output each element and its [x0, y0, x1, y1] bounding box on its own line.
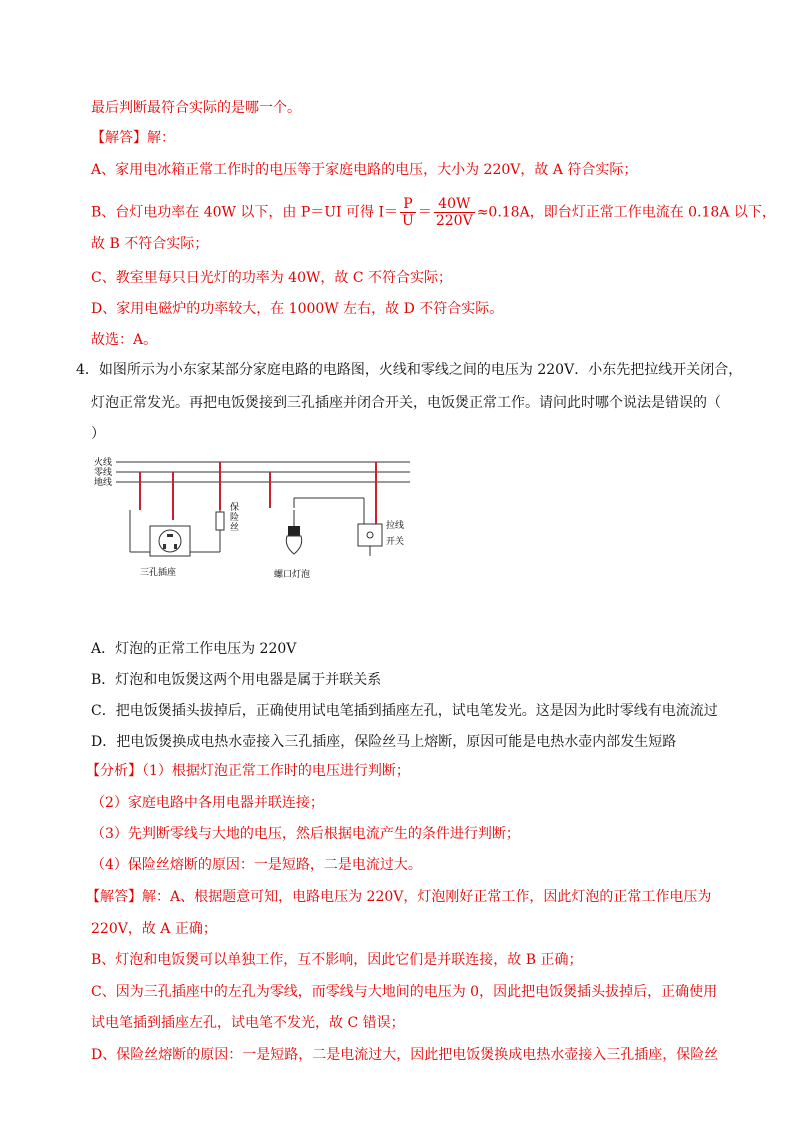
frac1-num: P — [400, 196, 416, 213]
opt-b-eq: ＝ — [417, 204, 432, 221]
answer-line-b: B、灯泡和电饭煲可以单独工作，互不影响，因此它们是并联连接，故 B 正确； — [91, 952, 583, 968]
answer-tag: 【解答】 — [91, 130, 147, 146]
question-line-2: 灯泡正常发光。再把电饭煲接到三孔插座并闭合开关，电饭煲正常工作。请问此时哪个说法是错误的（ — [91, 395, 721, 411]
option-a: A．灯泡的正常工作电压为 220V — [91, 641, 297, 657]
bulb-glass — [286, 536, 301, 554]
question-line-1 — [76, 360, 742, 380]
frac2-den: 220V — [435, 213, 473, 229]
circuit-diagram — [88, 450, 428, 590]
prev-conclusion: 故选：A。 — [91, 332, 158, 348]
answer-line-d1: D、保险丝熔断的原因：一是短路，二是电流过大，因此把电饭煲换成电热水壶接入三孔插座，保险丝 — [91, 1047, 719, 1063]
analysis-line-4: （4）保险丝熔断的原因：一是短路，二是电流过大。 — [91, 857, 422, 873]
analysis-line-3: （3）先判断零线与大地的电压，然后根据电流产生的条件进行判断； — [91, 826, 520, 842]
wire-label-ground: 地线 — [94, 478, 113, 488]
wire-label-neutral: 零线 — [94, 468, 113, 478]
fuse-label: 保险丝 — [230, 503, 240, 533]
socket-right-hole — [174, 544, 177, 549]
prev-intro-line: 最后判断最符合实际的是哪一个。 — [91, 100, 301, 116]
question-line-3: ） — [91, 426, 105, 442]
analysis-line-2: （2）家庭电路中各用电器并联连接； — [91, 795, 324, 811]
option-c: C．把电饭煲插头拔掉后，正确使用试电笔插到插座左孔，试电笔发光。这是因为此时零线有电流流过 — [91, 703, 718, 719]
opt-b-prefix: B、台灯电功率在 40W 以下，由 P＝UI 可得 I＝ — [91, 204, 399, 221]
answer-a-1: 解：A、根据题意可知，电路电压为 220V，灯泡刚好正常工作，因此灯泡的正常工作电压为 — [142, 889, 712, 905]
frac2-num: 40W — [434, 196, 475, 213]
analysis-tag: 【分析】 — [86, 763, 142, 779]
frac1-den: U — [402, 213, 414, 229]
prev-answer-line — [91, 128, 175, 148]
switch-knob — [367, 532, 373, 538]
opt-b-post: ≈0.18A，即台灯正常工作电流在 0.18A 以下， — [476, 204, 776, 221]
question-number: 4． — [76, 362, 99, 378]
question-text-1: 如图所示为小东家某部分家庭电路的电路图，火线和零线之间的电压为 220V．小东先把拉线开关闭合， — [98, 362, 743, 378]
answer-line-c1: C、因为三孔插座中的左孔为零线，而零线与大地间的电压为 0，因此把电饭煲插头拔掉后，正确使用 — [91, 984, 718, 1000]
option-d: D．把电饭煲换成电热水壶接入三孔插座，保险丝马上熔断，原因可能是电热水壶内部发生短路 — [91, 734, 677, 750]
answer-word: 解： — [147, 130, 175, 146]
answer-line-1 — [86, 887, 711, 907]
switch-label-1: 拉线 — [386, 521, 405, 531]
fuse — [216, 512, 224, 530]
analysis-line-1 — [86, 761, 410, 781]
wire-label-fire: 火线 — [94, 458, 113, 468]
bulb-base — [288, 526, 300, 536]
answer-tag-2: 【解答】 — [86, 889, 142, 905]
socket-top-hole — [167, 534, 173, 537]
prev-option-b — [91, 196, 776, 229]
prev-option-b-cont: 故 B 不符合实际； — [91, 236, 209, 252]
prev-option-d: D、家用电磁炉的功率较大，在 1000W 左右，故 D 不符合实际。 — [91, 301, 504, 317]
socket-face — [159, 530, 181, 552]
prev-option-c: C、教室里每只日光灯的功率为 40W，故 C 不符合实际； — [91, 270, 452, 286]
fraction-40w-over-220v — [434, 196, 475, 229]
answer-line-c2: 试电笔插到插座左孔，试电笔不发光，故 C 错误； — [91, 1015, 405, 1031]
switch-label-2: 开关 — [386, 537, 405, 547]
answer-line-2: 220V，故 A 正确； — [91, 921, 217, 937]
option-b: B．灯泡和电饭煲这两个用电器是属于并联关系 — [91, 672, 382, 688]
fraction-p-over-u — [400, 196, 416, 229]
socket-left-hole — [163, 544, 166, 549]
socket-label: 三孔插座 — [140, 568, 177, 578]
prev-option-a: A、家用电冰箱正常工作时的电压等于家庭电路的电压，大小为 220V，故 A 符合实际； — [91, 162, 638, 178]
bulb-label: 螺口灯泡 — [274, 570, 311, 580]
analysis-p1: （1）根据灯泡正常工作时的电压进行判断； — [142, 763, 410, 779]
